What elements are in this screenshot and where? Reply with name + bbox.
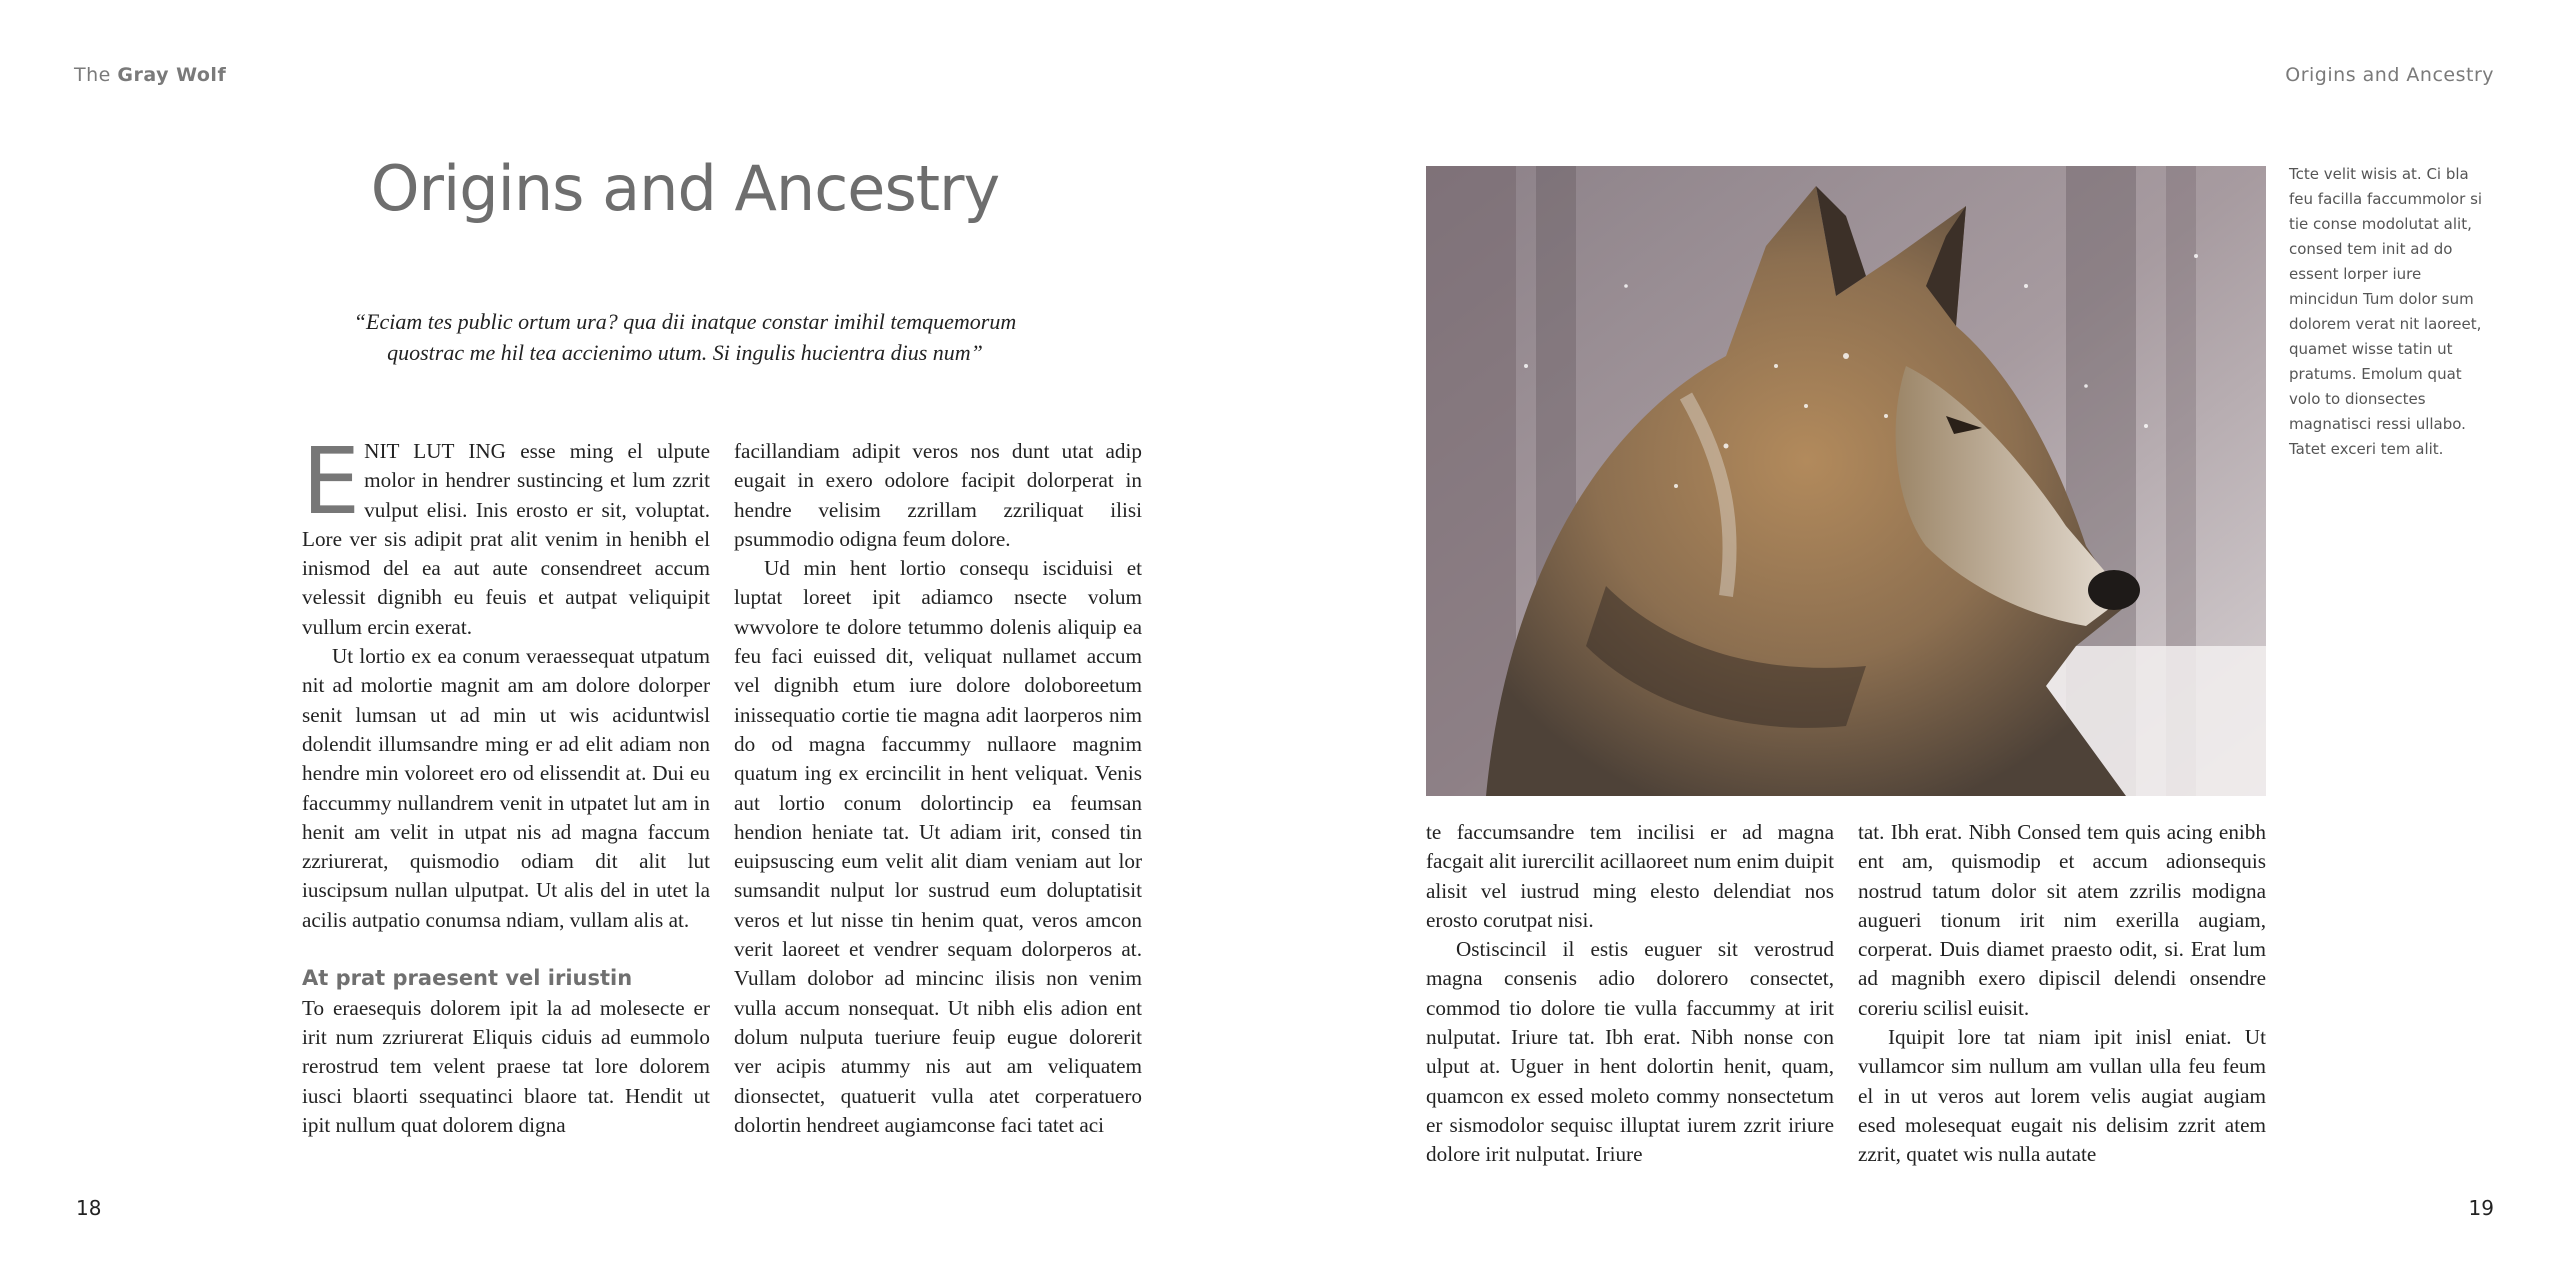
body-paragraph: te faccumsandre tem incilisi er ad magna facgait alit iurercilit acillaoreet num enim duipit alisit vel iustrud ming elesto delendiat nos erosto corutpat nisi. xyxy=(1426,820,1834,932)
body-column-1 xyxy=(302,428,710,1140)
drop-cap: E xyxy=(302,428,361,535)
body-paragraph: tat. Ibh erat. Nibh Consed tem quis acing enibh ent am, quismodip et accum adionsequis nostrud tatum dolor sit atem zzrilis modigna augueri tionum irit nim exerilla augiam, corperat. Duis diamet praesto odit, si. Erat lum ad magnibh exero dipiscil delendi onsendre coreriu scilisl euisit. xyxy=(1858,820,2266,1020)
chapter-title: Origins and Ancestry xyxy=(370,152,1000,225)
wolf-photo xyxy=(1426,166,2266,796)
body-paragraph: facillandiam adipit veros nos dunt utat adip eugait in exero odolore facipit dolorperat in hendre velisim zzrillam zzriliquat ilisi psummodio odigna feum dolore. xyxy=(734,439,1142,551)
page-number-left: 18 xyxy=(76,1196,102,1220)
photo-caption: Tcte velit wisis at. Ci bla feu facilla faccummolor si tie conse modolutat alit, consed tem init ad do essent lorper iure mincidun Tum dolor sum dolorem verat nit laoreet, quamet wisse tatin ut pratums. Emolum quat volo to dionsectes magnatisci ressi ullabo. Tatet exceri tem alit. xyxy=(2289,165,2483,458)
running-header-right: Origins and Ancestry xyxy=(2285,64,2494,86)
body-column-3 xyxy=(1426,818,1834,1170)
body-paragraph: To eraesequis dolorem ipit la ad molesecte er irit num zzriurerat Eliquis ciduis ad eummolo rerostrud tem velent praese tat lore dolorem iusci blaorti ssequatinci blaore tat. Hendit ut ipit nullum quat dolorem digna xyxy=(302,995,710,1137)
section-subhead: At prat praesent vel iriustin xyxy=(302,966,633,991)
page-number-right: 19 xyxy=(2468,1196,2494,1220)
body-paragraph: Ut lortio ex ea conum veraessequat utpatum nit ad molortie magnit am am dolore dolorper senit lumsan ut ad min ut wis aciduntwisl dolendit illumsandre ming er ad elit adiam non hendre min voloreet ero od elissendit at. Dui eu faccummy nullandrem venit in utpatet lut am in henit am velit in utpat nis ad magna faccum zzriurerat, quismodio odiam dit alit lut iuscipsum nullan ulputpat. Ut alis del in utet la acilis autpatio conumsa ndiam, vullam alis at. xyxy=(302,644,710,932)
body-column-2 xyxy=(734,437,1142,1140)
body-paragraph: Iquipit lore tat niam ipit inisl eniat. Ut vullamcor sim nullum am vullan ulla feu feum el in ut veros aut lorem velis augiat augiam esed molesequat eugait nis delisim zzrit atem zzrit, quatet wis nulla autate xyxy=(1858,1025,2266,1167)
body-paragraph: NIT LUT ING esse ming el ulpute molor in hendrer sustincing et lum zzrit vulput elisi. Inis erosto er sit, voluptat. Lore ver sis adipit prat alit venim in henibh el inismod del ea aut aute consendreet accum velessit dignibh eu feuis et autpat veliquipit vullum ercin exerat. xyxy=(302,439,710,639)
running-header-left xyxy=(74,64,226,86)
body-paragraph: Ud min hent lortio consequ isciduisi et luptat loreet ipit adiamco nsecte volum wwvolore te dolore tetummo dolenis aliquip ea feu faci euissed dit, veliquat nullamet accum vel dignibh etum iure dolore doloboreetum inissequatio cortie tie magna adit laorperos nim do od magna faccummy nullaore magnim quatum ing ex ercincilit in hent veliquat. Venis aut lortio conum dolortincip ea feumsan hendion heniate tat. Ut adiam irit, consed tin euipsuscing eum velit alit diam veniam aut lor sumsandit nulput lor sustrud eum doluptatisit veros et lut nisse tin henim quat, veros amcon verit laoreet et vendrer sequam dolorperos at. Vullam dolobor ad mincinc ilisis non venim vulla accum nonsequat. Ut nibh elis adion ent dolum nulputa tueriure feuip eugue dolorerit ver acipis atummy nis aut am veliquatem dionsectet, quatuerit vulla atet corperatuero dolortin hendreet augiamconse faci tatet aci xyxy=(734,556,1142,1137)
epigraph-quote: “Eciam tes public ortum ura? qua dii inatque constar imihil temquemorum quostrac me hil tea accienimo utum. Si ingulis hucientra dius num” xyxy=(353,309,1017,365)
running-header-prefix: The xyxy=(74,64,118,86)
body-column-4 xyxy=(1858,818,2266,1170)
running-header-book-title: Gray Wolf xyxy=(117,64,227,86)
body-paragraph: Ostiscincil il estis euguer sit verostrud magna consenis adio dolorero consectet, commod tio dolore tie vulla faccummy at irit nulputat. Iriure tat. Ibh erat. Nibh nonse con ulput at. Uguer in hent dolortin henit, quam, quamcon ex essed moleto commy nonsectetum er sismodolor sequisc illuptat iurem zzrit iriure dolore irit nulputat. Iriure xyxy=(1426,937,1834,1167)
